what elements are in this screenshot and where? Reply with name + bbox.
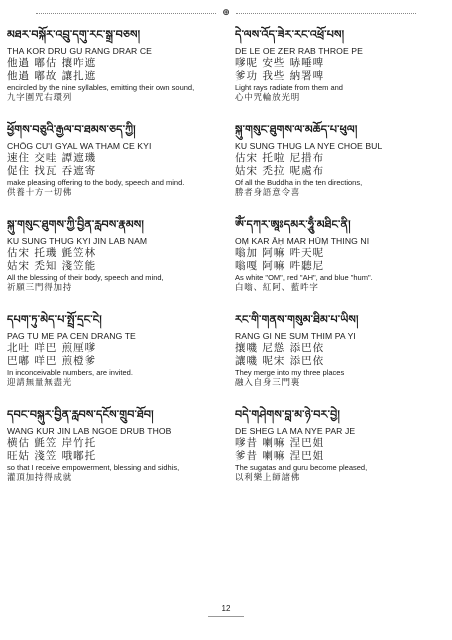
english-translation: All the blessing of their body, speech and mind, bbox=[7, 273, 164, 282]
chinese-phonetic-line: 嗡加 阿嘛 吽天呢 bbox=[235, 247, 325, 259]
right-verse bbox=[235, 24, 435, 119]
tibetan-line: དབང་བསྐུར་བྱིན་རླབས་དངོས་གྲུབ་ཐོབ། bbox=[7, 408, 154, 421]
english-translation: Of all the Buddha in the ten directions, bbox=[235, 178, 363, 187]
english-translation: encircled by the nine syllables, emitting their own sound, bbox=[7, 83, 195, 92]
phonetic-line: CHÖG CU'I GYAL WA THAM CE KYI bbox=[7, 141, 152, 151]
chinese-phonetic-line: 巴嘟 咩巴 煎橙爹 bbox=[7, 355, 97, 367]
chinese-phonetic-line: 讓嘰 呢宋 添巴依 bbox=[235, 355, 325, 367]
english-translation: They merge into my three places bbox=[235, 368, 345, 377]
chinese-phonetic-line: 北吐 咩巴 煎厘嗲 bbox=[7, 342, 97, 354]
tibetan-line: དེ་ལས་འོད་ཟེར་རང་འཕྲོ་པས། bbox=[235, 28, 345, 41]
chinese-translation: 灌頂加持得成就 bbox=[7, 473, 73, 483]
chinese-translation: 祈願三門得加持 bbox=[7, 283, 73, 293]
english-translation: so that I receive empowerment, blessing and sidhis, bbox=[7, 463, 180, 472]
footer-rule bbox=[208, 616, 244, 617]
chinese-translation: 迎請無量無盡光 bbox=[7, 378, 73, 388]
left-verse bbox=[7, 24, 207, 119]
chinese-translation: 心中咒輪放光明 bbox=[235, 93, 301, 103]
tibetan-line: མཐར་བསྐོར་འབྲུ་དགུ་རང་སྒྲ་བཅས། bbox=[7, 28, 141, 41]
ornament-rule-right bbox=[236, 13, 416, 14]
right-verse bbox=[235, 404, 435, 499]
chinese-phonetic-line: 速住 交哇 譚遮璣 bbox=[7, 152, 97, 164]
tibetan-line: སྐུ་གསུང་ཐུགས་ཀྱི་བྱིན་རླབས་རྣམས། bbox=[7, 218, 145, 231]
chinese-translation: 九字圍咒右環列 bbox=[7, 93, 73, 103]
chinese-phonetic-line: 促住 找瓦 吞遮寄 bbox=[7, 165, 97, 177]
left-column bbox=[7, 24, 207, 499]
chinese-phonetic-line: 嗲昔 喇嘛 涅巴姐 bbox=[235, 437, 325, 449]
chinese-translation: 勝者身語意令喜 bbox=[235, 188, 301, 198]
tibetan-line: དཔག་ཏུ་མེད་པ་སྤྲོ་དྲང་ངེ། bbox=[7, 313, 102, 326]
tibetan-line: བདེ་གཤེགས་བླ་མ་ཉེ་བར་བྱེ། bbox=[235, 408, 340, 421]
phonetic-line: DE LE OE ZER RAB THROE PE bbox=[235, 46, 363, 56]
english-translation: The sugatas and guru become pleased, bbox=[235, 463, 368, 472]
chinese-phonetic-line: 姑宋 禿拉 呢處布 bbox=[235, 165, 325, 177]
ornament-rule-left bbox=[36, 13, 216, 14]
chinese-phonetic-line: 攘嘰 尼慫 添巴依 bbox=[235, 342, 325, 354]
tibetan-line: ཕྱོགས་བཅུའི་རྒྱལ་བ་ཐམས་ཅད་ཀྱི། bbox=[7, 123, 136, 136]
chinese-translation: 白嗡、紅阿、藍吽字 bbox=[235, 283, 319, 293]
phonetic-line: PAG TU ME PA CEN DRANG TE bbox=[7, 331, 136, 341]
chinese-phonetic-line: 爹功 我些 納署啤 bbox=[235, 70, 325, 82]
right-column bbox=[235, 24, 435, 499]
chinese-phonetic-line: 爹昔 喇嘛 涅巴姐 bbox=[235, 450, 325, 462]
chinese-phonetic-line: 他過 嘟故 讓扎遮 bbox=[7, 70, 97, 82]
tibetan-line: རང་གི་གནས་གསུམ་ཐིམ་པ་ཡིས། bbox=[235, 313, 359, 326]
top-ornament bbox=[0, 8, 452, 19]
phonetic-line: KU SUNG THUG LA NYE CHOE BUL bbox=[235, 141, 383, 151]
left-verse bbox=[7, 119, 207, 214]
phonetic-line: DE SHEG LA MA NYE PAR JE bbox=[235, 426, 356, 436]
phonetic-line: RANG GI NE SUM THIM PA YI bbox=[235, 331, 356, 341]
chinese-phonetic-line: 嗲呢 安些 哧唾啤 bbox=[235, 57, 325, 69]
english-translation: Light rays radiate from them and bbox=[235, 83, 343, 92]
ornament-mark: ⊕ bbox=[222, 8, 230, 18]
phonetic-line: OṂ KAR ĀḤ MAR HŪṂ THING NI bbox=[235, 236, 370, 246]
right-verse bbox=[235, 309, 435, 404]
english-translation: As white "OM", red "AH", and blue "hum". bbox=[235, 273, 373, 282]
page-number: 12 bbox=[221, 604, 231, 613]
tibetan-line: ཨོཾ་དཀར་ཨཱཿདམར་ཧཱུྃ་མཐིང་ནི། bbox=[235, 218, 351, 231]
chinese-phonetic-line: 旺姑 淺笠 哦嘟托 bbox=[7, 450, 97, 462]
left-verse bbox=[7, 309, 207, 404]
chinese-translation: 供養十方一切佛 bbox=[7, 188, 73, 198]
english-translation: make pleasing offering to the body, speech and mind. bbox=[7, 178, 185, 187]
chinese-phonetic-line: 估宋 托啦 尼措布 bbox=[235, 152, 325, 164]
left-verse bbox=[7, 214, 207, 309]
english-translation: In inconceivable numbers, are invited. bbox=[7, 368, 133, 377]
right-verse bbox=[235, 214, 435, 309]
phonetic-line: WANG KUR JIN LAB NGOE DRUB THOB bbox=[7, 426, 172, 436]
chinese-translation: 融入自身三門裏 bbox=[235, 378, 301, 388]
phonetic-line: THA KOR DRU GU RANG DRAR CE bbox=[7, 46, 152, 56]
chinese-phonetic-line: 他過 嘟估 攘咋遮 bbox=[7, 57, 97, 69]
phonetic-line: KU SUNG THUG KYI JIN LAB NAM bbox=[7, 236, 148, 246]
chinese-phonetic-line: 嗡嘎 阿嘛 吽聽尼 bbox=[235, 260, 325, 272]
chinese-phonetic-line: 姑宋 禿知 淺笠能 bbox=[7, 260, 97, 272]
chinese-phonetic-line: 横估 氈笠 岸竹托 bbox=[7, 437, 97, 449]
chinese-phonetic-line: 估宋 托璣 氈笠林 bbox=[7, 247, 97, 259]
left-verse bbox=[7, 404, 207, 499]
tibetan-line: སྐུ་གསུང་ཐུགས་ལ་མཆོད་པ་ཕུལ། bbox=[235, 123, 358, 136]
right-verse bbox=[235, 119, 435, 214]
chinese-translation: 以利樂上師諸佛 bbox=[235, 473, 301, 483]
